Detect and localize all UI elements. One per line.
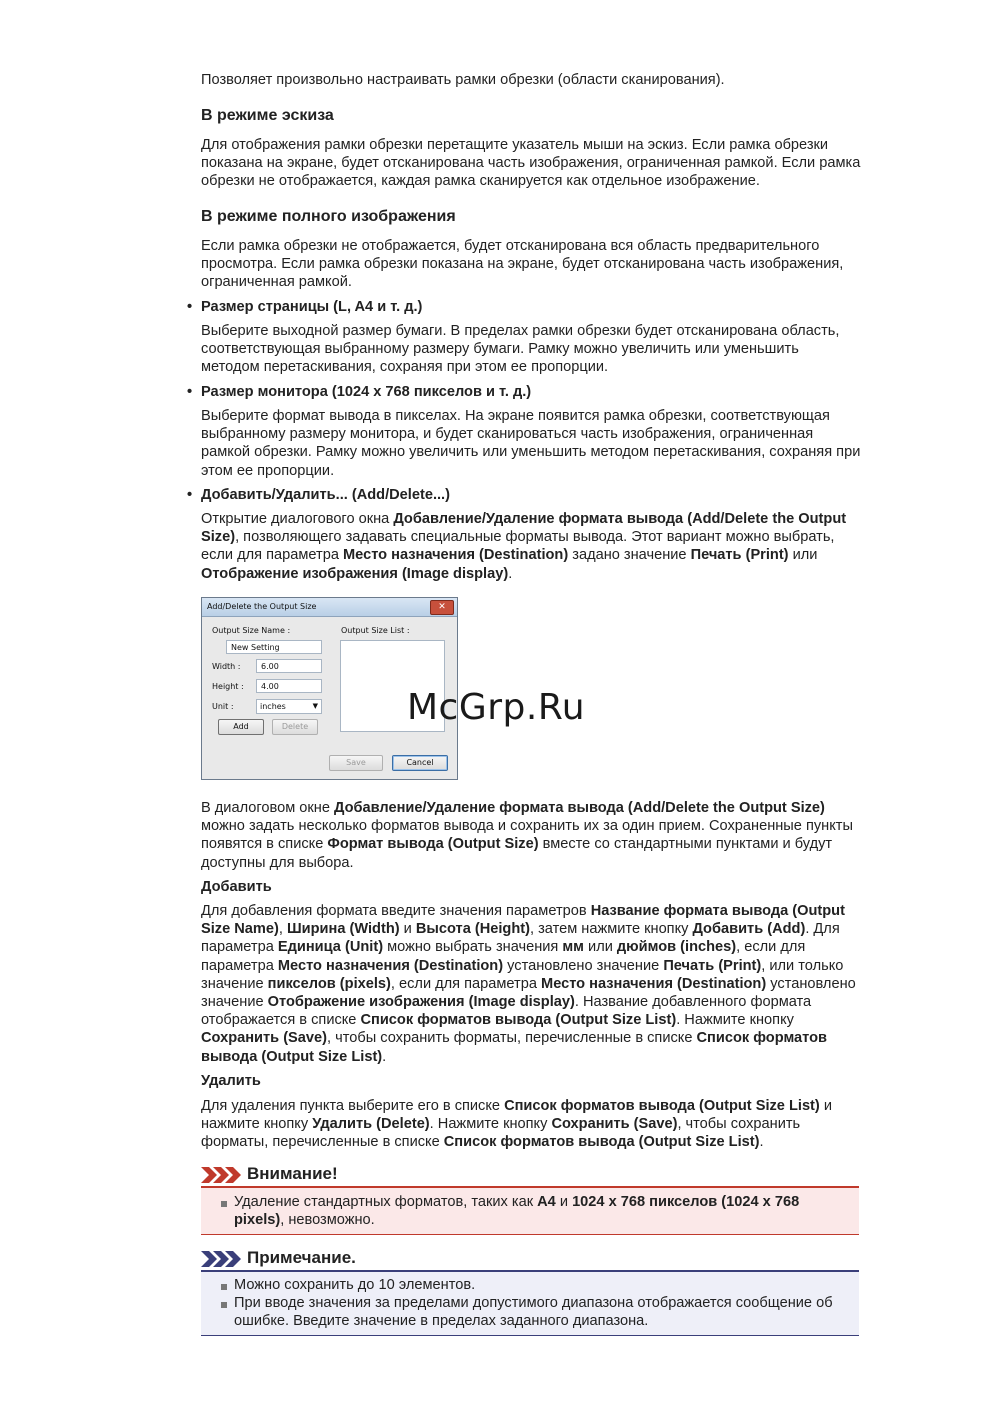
bullet-title-monitor-size: Размер монитора (1024 x 768 пикселов и т. д.)	[201, 384, 532, 400]
note-heading	[201, 1247, 356, 1269]
output-size-name-label: Output Size Name :	[212, 626, 291, 635]
after-dialog-text: В диалоговом окне Добавление/Удаление формата вывода (Add/Delete the Output Size) можно задать несколько форматов вывода и сохранить их за один прием. Сохраненные пункты появятся в списке Формат вывода (Output Size) вместе со стандартными пунктами и будут доступны для выбора.	[201, 800, 853, 871]
watermark: McGrp.Ru	[407, 687, 586, 728]
bullet-title-page-size: Размер страницы (L, A4 и т. д.)	[201, 299, 423, 315]
delete-text: Для удаления пункта выберите его в списке Список форматов вывода (Output Size List) и нажмите кнопку Удалить (Delete). Нажмите кнопку Сохранить (Save), чтобы сохранить форматы, перечисленные в списке Список форматов вывода (Output Size List).	[201, 1098, 833, 1151]
cancel-button[interactable]: Cancel	[392, 755, 448, 771]
dialog-title-bar	[202, 598, 457, 617]
height-input[interactable]: 4.00	[256, 679, 322, 693]
sketch-text: Для отображения рамки обрезки перетащите указатель мыши на эскиз. Если рамка обрезки показана на экране, будет отсканирована часть изображения, ограниченная рамкой. Если рамка обрезки не отображается, каждая рамка сканируется как отдельное изображение.	[201, 137, 861, 190]
bullet-text-page-size: Выберите выходной размер бумаги. В пределах рамки обрезки будет отсканирована область, соответствующая выбранному размеру бумаги. Рамку можно увеличить или уменьшить методом перетаскивания, сохраняя при этом ее пропорции.	[201, 323, 840, 376]
intro-text: Позволяет произвольно настраивать рамки обрезки (области сканирования).	[201, 72, 725, 88]
bullet-marker: •	[187, 384, 193, 400]
bullet-marker: •	[187, 299, 193, 315]
add-heading: Добавить	[201, 879, 272, 895]
full-text: Если рамка обрезки не отображается, будет отсканирована вся область предварительного просмотра. Если рамка обрезки показана на экране, будет отсканирована часть изображения, ограниченная рамкой.	[201, 238, 844, 291]
warning-box	[201, 1186, 859, 1235]
note-item: При вводе значения за пределами допустимого диапазона отображается сообщение об ошибке. Введите значение в пределах заданного диапазона.	[234, 1295, 833, 1330]
note-title: Примечание.	[247, 1248, 356, 1267]
warning-title: Внимание!	[247, 1164, 338, 1183]
warning-heading	[201, 1163, 338, 1185]
unit-select-value: inches	[260, 702, 286, 711]
width-label: Width :	[212, 662, 241, 671]
square-bullet-icon	[221, 1284, 227, 1290]
delete-button[interactable]: Delete	[272, 719, 318, 735]
delete-heading: Удалить	[201, 1073, 261, 1089]
chevron-down-icon: ▼	[312, 702, 318, 710]
note-chevrons-icon	[201, 1251, 241, 1267]
bullet-marker: •	[187, 487, 193, 503]
bullet-text-monitor-size: Выберите формат вывода в пикселах. На экране появится рамка обрезки, соответствующая выбранному размеру монитора, и будет сканироваться часть изображения, ограниченная рамкой обрезки. Рамку можно увеличить или уменьшить методом перетаскивания, сохраняя при этом ее пропорции.	[201, 408, 861, 479]
bullet-title-add-delete: Добавить/Удалить... (Add/Delete...)	[201, 487, 450, 503]
warning-text: Удаление стандартных форматов, таких как A4 и 1024 x 768 пикселов (1024 x 768 pixels), невозможно.	[234, 1194, 800, 1229]
add-button[interactable]: Add	[218, 719, 264, 735]
sketch-heading: В режиме эскиза	[201, 107, 334, 124]
save-button[interactable]: Save	[329, 755, 383, 771]
unit-select[interactable]	[256, 699, 322, 714]
add-text: Для добавления формата введите значения параметров Название формата вывода (Output Size Name), Ширина (Width) и Высота (Height), затем нажмите кнопку Добавить (Add). Для параметра Единица (Unit) можно выбрать значения мм или дюймов (inches), если для параметра Место назначения (Destination) установлено значение Печать (Print), или только значение пикселов (pixels), если для параметра Место назначения (Destination) установлено значение Отображение изображения (Image display). Название добавленного формата отображается в списке Список форматов вывода (Output Size List). Нажмите кнопку Сохранить (Save), чтобы сохранить форматы, перечисленные в списке Список форматов вывода (Output Size List).	[201, 903, 856, 1065]
unit-label: Unit :	[212, 702, 234, 711]
dialog-title: Add/Delete the Output Size	[207, 602, 317, 611]
note-item: Можно сохранить до 10 элементов.	[234, 1277, 476, 1293]
output-size-list-label: Output Size List :	[341, 626, 410, 635]
close-icon[interactable]: ✕	[430, 600, 454, 615]
square-bullet-icon	[221, 1302, 227, 1308]
output-size-name-input[interactable]: New Setting	[226, 640, 322, 654]
bullet-text-add-delete: Открытие диалогового окна Добавление/Удаление формата вывода (Add/Delete the Output Size), позволяющего задавать специальные форматы вывода. Этот вариант можно выбрать, если для параметра Место назначения (Destination) задано значение Печать (Print) или Отображение изображения (Image display).	[201, 511, 847, 582]
height-label: Height :	[212, 682, 244, 691]
square-bullet-icon	[221, 1201, 227, 1207]
full-heading: В режиме полного изображения	[201, 208, 456, 225]
warning-chevrons-icon	[201, 1167, 241, 1183]
note-box	[201, 1270, 859, 1336]
width-input[interactable]: 6.00	[256, 659, 322, 673]
